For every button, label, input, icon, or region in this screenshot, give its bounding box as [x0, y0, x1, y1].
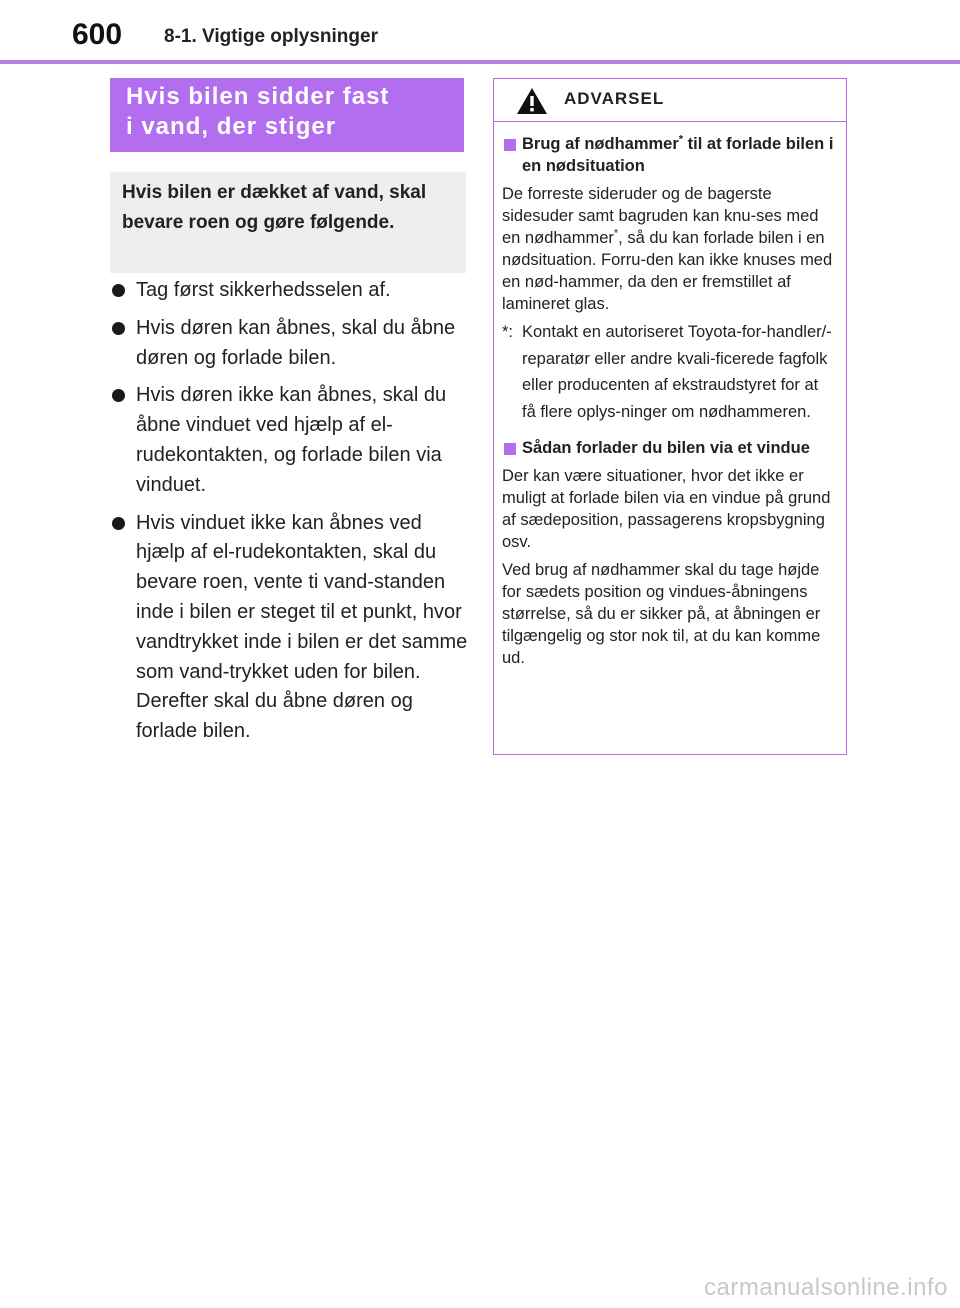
warning-body: [502, 127, 836, 669]
bullet-icon: [112, 284, 125, 297]
warning-box: [493, 78, 847, 755]
footnote-mark: *:: [502, 323, 514, 341]
warning-header: [494, 79, 846, 122]
intro-text: Hvis bilen er dækket af vand, skal bevare roen og gøre følgende.: [122, 182, 427, 233]
header-rule: [0, 60, 960, 64]
page-number: 600: [72, 18, 123, 51]
warning-paragraph: Der kan være situationer, hvor det ikke er muligt at forlade bilen via en vindue på grund af sædeposition, passagerens kropsbygning osv.: [502, 467, 831, 551]
watermark: carmanualsonline.info: [704, 1274, 948, 1301]
footnote-marker: *: [613, 227, 619, 240]
square-bullet-icon: [504, 443, 516, 455]
bullet-icon: [112, 517, 125, 530]
section-title-box: [110, 78, 464, 152]
section-title: [126, 82, 389, 142]
warning-subheading: Sådan forlader du bilen via et vindue: [502, 437, 836, 459]
footnote-marker: *: [678, 133, 684, 146]
page-header: [0, 0, 960, 64]
section-title-line1: Hvis bilen sidder fast: [126, 83, 390, 110]
warning-subheading: Brug af nødhammer* til at forlade bilen i en nødsituation: [502, 133, 836, 177]
bullet-list: [110, 276, 470, 755]
chapter-title: 8-1. Vigtige oplysninger: [164, 26, 378, 47]
footnote: *: Kontakt en autoriseret Toyota-for-handler/-reparatør eller andre kvali-ficerede fagfolk eller producenten af ekstraudstyret for at få flere oplys-ninger om nødhammeren.: [502, 319, 836, 425]
list-item: Tag først sikkerhedsselen af.: [110, 276, 470, 306]
warning-paragraph: De forreste sideruder og de bagerste sidesuder samt bagruden kan knu-ses med en nødhammer*, så du kan forlade bilen i en nødsituation. Forru-den kan ikke knuses med en nød-hammer, da den er fremstillet af lamineret glas.: [502, 185, 833, 313]
section-title-line2: i vand, der stiger: [126, 113, 337, 140]
square-bullet-icon: [504, 139, 516, 151]
warning-title: ADVARSEL: [564, 89, 665, 108]
warning-paragraph: Ved brug af nødhammer skal du tage højde for sædets position og vindues-åbningens størrelse, så du er sikker på, at åbningen er tilgængelig og stor nok til, at du kan komme ud.: [502, 561, 821, 667]
list-item: Hvis døren ikke kan åbnes, skal du åbne vinduet ved hjælp af el-rudekontakten, og forlade bilen via vinduet.: [110, 381, 470, 500]
intro-box: [110, 172, 466, 273]
bullet-icon: [112, 322, 125, 335]
bullet-icon: [112, 389, 125, 402]
list-item: Hvis vinduet ikke kan åbnes ved hjælp af el-rudekontakten, skal du bevare roen, vente ti vand-standen inde i bilen er steget til et punkt, hvor vandtrykket inde i bilen er det samme som vand-trykket uden for bilen. Derefter skal du åbne døren og forlade bilen.: [110, 509, 470, 747]
list-item: Hvis døren kan åbnes, skal du åbne døren og forlade bilen.: [110, 314, 470, 374]
warning-triangle-icon: [516, 87, 548, 115]
